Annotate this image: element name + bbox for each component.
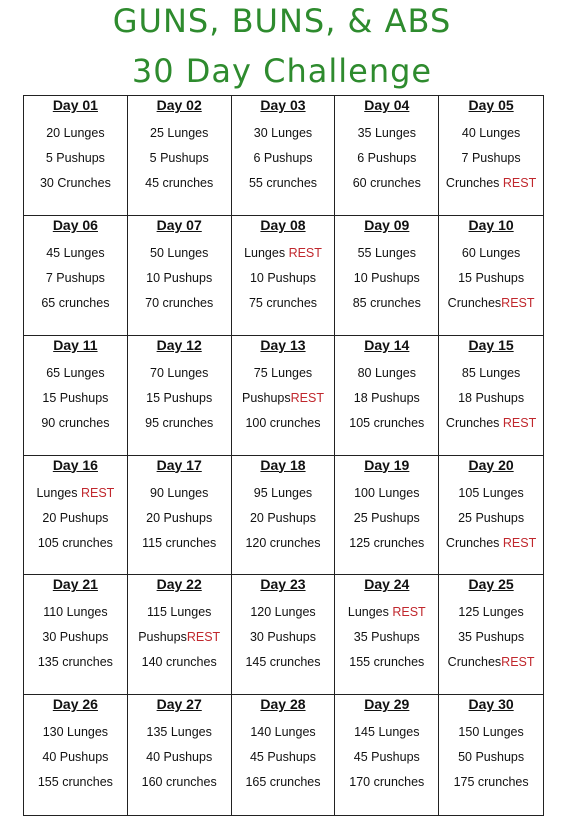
day-cell [335, 695, 439, 815]
exercise-text: 30 Crunches [39, 176, 111, 190]
exercise-line [335, 416, 438, 430]
exercise-text: Crunches [447, 655, 502, 670]
exercise-text: 120 Lunges [250, 605, 316, 620]
exercise-line [335, 536, 438, 550]
exercise-line [128, 725, 231, 739]
exercise-line [439, 366, 543, 380]
day-label: Day 25 [468, 576, 514, 593]
exercise-text: 30 Pushups [249, 630, 316, 645]
day-cell [232, 456, 336, 576]
exercise-line [232, 416, 335, 430]
exercise-line [232, 126, 335, 140]
exercise-text: 105 crunches [349, 415, 425, 430]
exercise-line [439, 246, 543, 260]
exercise-line [335, 296, 438, 310]
day-label: Day 15 [468, 336, 514, 353]
exercise-line [24, 655, 127, 669]
day-cell [232, 96, 336, 216]
day-cell [439, 216, 543, 336]
exercise-text: 85 crunches [352, 295, 421, 310]
day-cell [128, 456, 232, 576]
day-label: Day 01 [52, 97, 98, 113]
exercise-line [232, 391, 335, 405]
exercise-line [24, 151, 127, 165]
exercise-text: Lunges [347, 605, 393, 620]
exercise-text: 65 Lunges [46, 365, 105, 380]
exercise-line [439, 655, 543, 669]
exercise-text: 18 Pushups [458, 390, 525, 405]
exercise-line [128, 655, 231, 669]
day-cell [232, 575, 336, 695]
rest-label: REST [186, 630, 221, 645]
exercise-text: 155 crunches [37, 775, 113, 790]
exercise-text: 115 crunches [142, 535, 217, 550]
exercise-text: 25 Pushups [353, 510, 420, 525]
exercise-text: 125 crunches [349, 535, 425, 550]
exercise-line [128, 511, 231, 525]
exercise-text: 20 Pushups [42, 510, 109, 525]
exercise-line [24, 391, 127, 405]
rest-label: REST [392, 605, 426, 620]
day-label: Day 05 [468, 97, 514, 113]
exercise-text: 95 Lunges [253, 485, 313, 500]
day-cell [24, 336, 128, 456]
day-cell [24, 96, 128, 216]
day-cell [24, 695, 128, 815]
exercise-line [439, 750, 543, 764]
day-label: Day 28 [260, 696, 306, 713]
day-cell [439, 456, 543, 576]
day-cell [24, 456, 128, 576]
day-label: Day 19 [364, 456, 410, 473]
exercise-text: 25 Pushups [458, 510, 525, 525]
exercise-line [128, 296, 231, 310]
day-label: Day 30 [468, 696, 514, 713]
day-label: Day 27 [156, 696, 202, 713]
exercise-line [24, 416, 127, 430]
day-label: Day 20 [468, 456, 514, 473]
exercise-text: 50 Pushups [458, 750, 525, 765]
exercise-line [232, 176, 335, 190]
exercise-text: 105 Lunges [458, 485, 524, 500]
exercise-text: 70 crunches [145, 295, 214, 310]
exercise-text: 40 Lunges [461, 126, 521, 140]
day-label: Day 24 [364, 576, 410, 593]
day-cell [232, 695, 336, 815]
day-label: Day 08 [260, 216, 306, 233]
day-cell [232, 216, 336, 336]
exercise-text: 20 Lunges [46, 126, 105, 140]
exercise-text: 6 Pushups [253, 151, 313, 165]
exercise-text: 7 Pushups [45, 270, 105, 285]
exercise-line [24, 605, 127, 619]
exercise-line [335, 391, 438, 405]
exercise-text: 175 crunches [453, 775, 529, 790]
exercise-line [439, 416, 543, 430]
exercise-line [24, 296, 127, 310]
rest-label: REST [290, 390, 324, 405]
exercise-text: 15 Pushups [146, 390, 213, 405]
exercise-text: 135 Lunges [146, 725, 212, 740]
exercise-text: 35 Pushups [458, 630, 525, 645]
exercise-line [439, 486, 543, 500]
exercise-text: 50 Lunges [150, 245, 209, 260]
exercise-line [232, 246, 335, 260]
exercise-line [128, 750, 231, 764]
day-cell [335, 216, 439, 336]
exercise-line [439, 391, 543, 405]
exercise-text: 20 Pushups [249, 510, 316, 525]
day-label: Day 06 [52, 216, 98, 233]
rest-label: REST [501, 295, 535, 310]
day-label: Day 03 [260, 97, 306, 113]
exercise-text: 75 Lunges [253, 365, 313, 380]
day-label: Day 23 [260, 576, 306, 593]
day-label: Day 14 [364, 336, 410, 353]
exercise-line [128, 536, 231, 550]
day-label: Day 16 [52, 456, 98, 473]
exercise-line [335, 486, 438, 500]
exercise-text: 75 crunches [248, 295, 318, 310]
exercise-text: 65 crunches [41, 295, 110, 310]
day-cell [128, 695, 232, 815]
exercise-line [24, 511, 127, 525]
exercise-line [335, 630, 438, 644]
exercise-line [232, 536, 335, 550]
rest-label: REST [288, 245, 322, 260]
exercise-text: 7 Pushups [461, 151, 521, 165]
exercise-text: 140 Lunges [250, 725, 316, 740]
exercise-text: 35 Pushups [353, 630, 420, 645]
exercise-line [24, 366, 127, 380]
day-label: Day 21 [52, 576, 98, 593]
exercise-text: Crunches [445, 415, 503, 430]
exercise-text: 130 Lunges [42, 725, 109, 740]
exercise-text: Pushups [241, 390, 291, 405]
exercise-line [128, 416, 231, 430]
day-label: Day 17 [156, 456, 202, 473]
exercise-line [232, 775, 335, 789]
exercise-text: 10 Pushups [353, 270, 420, 285]
day-cell [439, 695, 543, 815]
exercise-text: 150 Lunges [458, 725, 524, 740]
day-cell [128, 575, 232, 695]
day-cell [335, 336, 439, 456]
day-label: Day 10 [468, 216, 514, 233]
exercise-line [335, 366, 438, 380]
exercise-text: 125 Lunges [458, 605, 524, 620]
day-cell [335, 96, 439, 216]
exercise-line [232, 151, 335, 165]
exercise-text: 120 crunches [245, 535, 321, 550]
exercise-text: Crunches [445, 176, 503, 190]
exercise-text: 135 crunches [37, 655, 113, 670]
exercise-line [232, 605, 335, 619]
exercise-line [128, 630, 231, 644]
exercise-line [24, 246, 127, 260]
exercise-line [335, 176, 438, 190]
exercise-text: 10 Pushups [249, 270, 316, 285]
exercise-text: 5 Pushups [149, 151, 209, 165]
exercise-line [232, 725, 335, 739]
exercise-line [439, 176, 543, 190]
day-label: Day 02 [156, 97, 202, 113]
exercise-line [128, 271, 231, 285]
exercise-text: Lunges [244, 245, 289, 260]
exercise-line [24, 271, 127, 285]
exercise-text: 18 Pushups [353, 390, 420, 405]
day-label: Day 22 [156, 576, 202, 593]
exercise-text: 155 crunches [349, 655, 425, 670]
exercise-text: 60 crunches [352, 176, 421, 190]
exercise-text: 55 crunches [248, 176, 318, 190]
exercise-text: 100 crunches [245, 415, 321, 430]
day-label: Day 29 [364, 696, 410, 713]
exercise-text: 20 Pushups [146, 510, 213, 525]
exercise-line [232, 630, 335, 644]
exercise-line [335, 511, 438, 525]
day-cell [335, 575, 439, 695]
exercise-text: 45 Pushups [249, 750, 316, 765]
exercise-line [439, 296, 543, 310]
exercise-line [439, 511, 543, 525]
exercise-line [232, 655, 335, 669]
exercise-line [232, 486, 335, 500]
exercise-text: 115 Lunges [146, 605, 212, 620]
day-cell [439, 336, 543, 456]
exercise-text: 90 Lunges [150, 485, 209, 500]
exercise-text: 165 crunches [245, 775, 321, 790]
exercise-line [439, 725, 543, 739]
exercise-text: 160 crunches [141, 775, 217, 790]
rest-label: REST [502, 176, 537, 190]
exercise-text: Crunches [447, 295, 502, 310]
exercise-line [335, 725, 438, 739]
exercise-text: 40 Pushups [146, 750, 213, 765]
day-label: Day 04 [364, 97, 410, 113]
day-cell [439, 96, 543, 216]
exercise-line [439, 536, 543, 550]
exercise-line [335, 246, 438, 260]
exercise-line [335, 605, 438, 619]
exercise-text: 105 crunches [37, 535, 113, 550]
exercise-text: 40 Pushups [42, 750, 109, 765]
exercise-line [232, 511, 335, 525]
exercise-line [128, 151, 231, 165]
day-label: Day 07 [156, 216, 202, 233]
exercise-text: 6 Pushups [357, 151, 417, 165]
exercise-line [24, 725, 127, 739]
day-cell [128, 336, 232, 456]
day-cell [128, 96, 232, 216]
exercise-line [232, 366, 335, 380]
rest-label: REST [80, 485, 115, 500]
exercise-line [128, 391, 231, 405]
day-cell [128, 216, 232, 336]
exercise-line [24, 176, 127, 190]
exercise-text: 15 Pushups [458, 270, 525, 285]
exercise-line [439, 126, 543, 140]
exercise-text: 110 Lunges [43, 605, 108, 620]
rest-label: REST [501, 655, 535, 670]
exercise-text: 35 Lunges [357, 126, 416, 140]
day-cell [335, 456, 439, 576]
day-cell [232, 336, 336, 456]
exercise-line [24, 536, 127, 550]
exercise-text: 90 crunches [41, 415, 110, 430]
exercise-line [335, 775, 438, 789]
exercise-text: 55 Lunges [357, 245, 416, 260]
exercise-text: Crunches [445, 535, 503, 550]
exercise-line [128, 176, 231, 190]
exercise-text: 140 crunches [141, 655, 217, 670]
day-label: Day 09 [364, 216, 410, 233]
exercise-line [439, 630, 543, 644]
day-cell [24, 575, 128, 695]
day-label: Day 12 [156, 336, 202, 353]
exercise-text: 15 Pushups [42, 390, 109, 405]
title-line-1: GUNS, BUNS, & ABS [112, 2, 452, 40]
exercise-line [439, 775, 543, 789]
exercise-text: 45 Lunges [46, 245, 105, 260]
exercise-line [439, 605, 543, 619]
challenge-calendar-grid [23, 95, 544, 816]
exercise-line [335, 750, 438, 764]
exercise-line [128, 486, 231, 500]
exercise-text: 10 Pushups [146, 270, 213, 285]
rest-label: REST [502, 415, 537, 430]
exercise-text: 25 Lunges [150, 126, 209, 140]
exercise-text: 80 Lunges [357, 365, 416, 380]
exercise-line [24, 126, 127, 140]
exercise-line [24, 775, 127, 789]
exercise-text: 30 Pushups [42, 630, 109, 645]
day-label: Day 13 [260, 336, 306, 353]
exercise-line [232, 271, 335, 285]
exercise-line [128, 366, 231, 380]
exercise-text: 145 crunches [245, 655, 321, 670]
exercise-line [335, 126, 438, 140]
exercise-line [128, 246, 231, 260]
exercise-text: 30 Lunges [253, 126, 313, 140]
exercise-text: 45 Pushups [353, 750, 420, 765]
exercise-text: 45 crunches [145, 176, 214, 190]
exercise-text: Pushups [138, 630, 187, 645]
exercise-line [232, 296, 335, 310]
exercise-text: 85 Lunges [461, 365, 521, 380]
exercise-text: 95 crunches [145, 415, 214, 430]
exercise-text: Lunges [36, 485, 81, 500]
day-label: Day 26 [52, 696, 98, 713]
day-label: Day 18 [260, 456, 306, 473]
day-cell [439, 575, 543, 695]
exercise-text: 145 Lunges [354, 725, 420, 740]
day-label: Day 11 [53, 336, 98, 353]
exercise-line [128, 775, 231, 789]
exercise-line [232, 750, 335, 764]
day-cell [24, 216, 128, 336]
exercise-line [439, 271, 543, 285]
exercise-text: 170 crunches [349, 775, 425, 790]
exercise-line [128, 605, 231, 619]
exercise-line [335, 655, 438, 669]
exercise-line [335, 271, 438, 285]
exercise-text: 5 Pushups [45, 151, 105, 165]
exercise-line [24, 750, 127, 764]
rest-label: REST [502, 535, 537, 550]
exercise-line [24, 486, 127, 500]
title-line-2: 30 Day Challenge [131, 52, 433, 90]
exercise-text: 100 Lunges [354, 485, 420, 500]
exercise-line [24, 630, 127, 644]
exercise-text: 70 Lunges [150, 365, 209, 380]
exercise-line [128, 126, 231, 140]
exercise-line [335, 151, 438, 165]
exercise-line [439, 151, 543, 165]
exercise-text: 60 Lunges [461, 245, 521, 260]
